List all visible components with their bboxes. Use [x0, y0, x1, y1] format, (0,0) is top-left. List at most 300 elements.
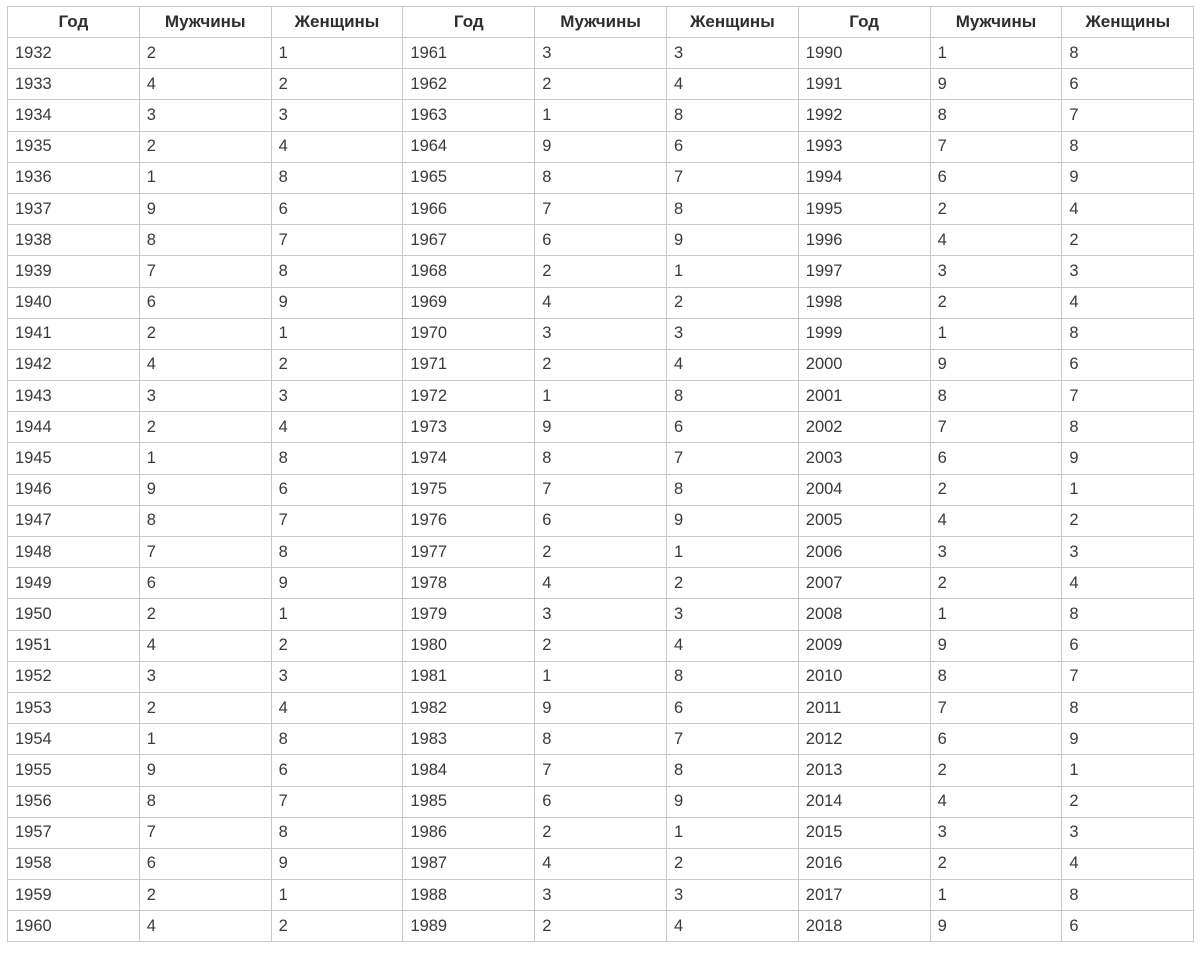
table-cell-women: 9 [271, 848, 403, 879]
table-cell-women: 8 [271, 724, 403, 755]
table-cell-men: 3 [930, 537, 1062, 568]
table-cell-men: 7 [139, 256, 271, 287]
table-cell-men: 3 [139, 661, 271, 692]
table-cell-women: 4 [1062, 287, 1194, 318]
table-cell-women: 8 [271, 817, 403, 848]
table-cell-year: 1974 [403, 443, 535, 474]
table-row [8, 162, 1194, 193]
header-row [8, 7, 1194, 38]
table-cell-men: 2 [535, 630, 667, 661]
table-cell-women: 2 [666, 568, 798, 599]
table-cell-year: 1940 [8, 287, 140, 318]
table-body [8, 38, 1194, 942]
table-cell-women: 9 [666, 225, 798, 256]
column-header-men: Мужчины [930, 7, 1062, 38]
table-cell-year: 1993 [798, 131, 930, 162]
table-cell-men: 4 [535, 568, 667, 599]
table-cell-women: 8 [271, 443, 403, 474]
table-cell-women: 3 [1062, 817, 1194, 848]
table-cell-women: 2 [1062, 505, 1194, 536]
table-cell-men: 2 [930, 755, 1062, 786]
table-cell-men: 2 [535, 69, 667, 100]
table-cell-women: 7 [666, 724, 798, 755]
table-cell-women: 3 [271, 661, 403, 692]
table-cell-women: 3 [666, 38, 798, 69]
table-cell-year: 2001 [798, 381, 930, 412]
column-header-men: Мужчины [139, 7, 271, 38]
column-header-year: Год [8, 7, 140, 38]
table-cell-women: 9 [271, 568, 403, 599]
table-cell-men: 2 [139, 880, 271, 911]
table-row [8, 131, 1194, 162]
table-cell-year: 1935 [8, 131, 140, 162]
table-cell-year: 1975 [403, 474, 535, 505]
table-cell-women: 7 [1062, 381, 1194, 412]
table-cell-women: 4 [271, 131, 403, 162]
table-cell-men: 2 [535, 256, 667, 287]
column-header-women: Женщины [271, 7, 403, 38]
table-cell-men: 9 [930, 630, 1062, 661]
table-cell-men: 3 [930, 256, 1062, 287]
table-cell-women: 4 [271, 692, 403, 723]
table-cell-men: 9 [535, 692, 667, 723]
table-cell-women: 9 [1062, 162, 1194, 193]
table-cell-women: 9 [1062, 443, 1194, 474]
table-cell-men: 3 [535, 38, 667, 69]
table-cell-year: 1955 [8, 755, 140, 786]
table-cell-women: 8 [666, 661, 798, 692]
table-cell-women: 6 [1062, 630, 1194, 661]
table-cell-year: 1957 [8, 817, 140, 848]
table-cell-year: 2004 [798, 474, 930, 505]
table-row [8, 412, 1194, 443]
table-cell-year: 1936 [8, 162, 140, 193]
table-cell-men: 1 [535, 381, 667, 412]
table-cell-women: 8 [1062, 880, 1194, 911]
table-row [8, 287, 1194, 318]
table-cell-women: 4 [666, 911, 798, 942]
table-cell-year: 1977 [403, 537, 535, 568]
table-cell-year: 1999 [798, 318, 930, 349]
table-cell-year: 2018 [798, 911, 930, 942]
table-cell-year: 2002 [798, 412, 930, 443]
table-cell-women: 7 [666, 443, 798, 474]
table-cell-women: 9 [1062, 724, 1194, 755]
table-cell-year: 1953 [8, 692, 140, 723]
column-header-year: Год [403, 7, 535, 38]
table-cell-year: 1943 [8, 381, 140, 412]
table-cell-men: 8 [930, 100, 1062, 131]
table-cell-women: 6 [666, 412, 798, 443]
table-cell-women: 1 [271, 880, 403, 911]
table-cell-men: 6 [535, 225, 667, 256]
table-cell-men: 4 [535, 287, 667, 318]
table-cell-year: 1972 [403, 381, 535, 412]
table-cell-year: 1932 [8, 38, 140, 69]
table-cell-men: 1 [930, 318, 1062, 349]
table-cell-men: 8 [930, 661, 1062, 692]
table-cell-women: 7 [271, 505, 403, 536]
table-cell-women: 1 [666, 817, 798, 848]
table-cell-year: 1985 [403, 786, 535, 817]
table-cell-men: 6 [139, 287, 271, 318]
table-cell-men: 2 [930, 193, 1062, 224]
table-cell-year: 1942 [8, 349, 140, 380]
table-cell-women: 2 [271, 349, 403, 380]
table-cell-women: 1 [271, 38, 403, 69]
table-row [8, 911, 1194, 942]
table-cell-men: 7 [535, 193, 667, 224]
table-cell-men: 2 [930, 848, 1062, 879]
table-row [8, 474, 1194, 505]
table-cell-women: 6 [271, 474, 403, 505]
table-cell-men: 1 [139, 443, 271, 474]
table-cell-men: 2 [139, 692, 271, 723]
table-cell-year: 1964 [403, 131, 535, 162]
table-cell-men: 1 [139, 162, 271, 193]
table-cell-women: 2 [666, 287, 798, 318]
table-cell-year: 1966 [403, 193, 535, 224]
table-cell-women: 8 [666, 193, 798, 224]
table-cell-men: 9 [930, 69, 1062, 100]
table-cell-year: 2010 [798, 661, 930, 692]
table-cell-year: 1991 [798, 69, 930, 100]
table-cell-men: 1 [930, 38, 1062, 69]
table-cell-year: 1944 [8, 412, 140, 443]
table-cell-men: 2 [139, 38, 271, 69]
table-cell-year: 1983 [403, 724, 535, 755]
table-cell-women: 7 [1062, 100, 1194, 131]
table-cell-women: 4 [1062, 193, 1194, 224]
table-cell-year: 1987 [403, 848, 535, 879]
table-row [8, 692, 1194, 723]
table-row [8, 225, 1194, 256]
table-cell-women: 1 [666, 256, 798, 287]
table-cell-men: 7 [930, 412, 1062, 443]
table-cell-women: 6 [1062, 349, 1194, 380]
table-cell-women: 2 [271, 630, 403, 661]
table-cell-year: 1982 [403, 692, 535, 723]
table-row [8, 848, 1194, 879]
table-cell-year: 1952 [8, 661, 140, 692]
table-cell-women: 4 [666, 69, 798, 100]
table-cell-year: 1961 [403, 38, 535, 69]
table-row [8, 880, 1194, 911]
table-cell-men: 4 [139, 349, 271, 380]
table-cell-men: 7 [139, 817, 271, 848]
table-cell-women: 6 [1062, 911, 1194, 942]
table-cell-year: 1994 [798, 162, 930, 193]
table-cell-men: 4 [139, 69, 271, 100]
table-row [8, 537, 1194, 568]
table-cell-men: 1 [535, 661, 667, 692]
table-cell-women: 3 [271, 100, 403, 131]
table-cell-year: 1971 [403, 349, 535, 380]
table-cell-women: 2 [271, 911, 403, 942]
table-cell-women: 8 [666, 100, 798, 131]
table-cell-men: 2 [139, 318, 271, 349]
table-row [8, 38, 1194, 69]
table-cell-women: 3 [271, 381, 403, 412]
table-row [8, 349, 1194, 380]
table-cell-men: 9 [930, 911, 1062, 942]
table-cell-women: 6 [1062, 69, 1194, 100]
table-cell-year: 1947 [8, 505, 140, 536]
table-cell-year: 1969 [403, 287, 535, 318]
table-cell-year: 2016 [798, 848, 930, 879]
table-cell-year: 2000 [798, 349, 930, 380]
table-cell-men: 3 [535, 880, 667, 911]
table-cell-women: 7 [666, 162, 798, 193]
table-cell-year: 1941 [8, 318, 140, 349]
table-row [8, 69, 1194, 100]
table-cell-women: 2 [666, 848, 798, 879]
table-cell-women: 8 [1062, 131, 1194, 162]
table-cell-men: 9 [535, 412, 667, 443]
table-cell-women: 8 [666, 381, 798, 412]
table-cell-year: 1945 [8, 443, 140, 474]
table-cell-year: 1979 [403, 599, 535, 630]
table-cell-women: 8 [271, 537, 403, 568]
table-row [8, 568, 1194, 599]
table-cell-year: 2003 [798, 443, 930, 474]
table-cell-women: 3 [666, 599, 798, 630]
table-cell-men: 2 [139, 131, 271, 162]
table-cell-men: 3 [535, 318, 667, 349]
table-cell-men: 4 [930, 786, 1062, 817]
table-cell-year: 1946 [8, 474, 140, 505]
column-header-women: Женщины [666, 7, 798, 38]
table-cell-women: 4 [666, 349, 798, 380]
table-cell-year: 2015 [798, 817, 930, 848]
table-cell-women: 4 [666, 630, 798, 661]
table-cell-year: 1988 [403, 880, 535, 911]
table-cell-year: 1962 [403, 69, 535, 100]
column-header-year: Год [798, 7, 930, 38]
table-cell-men: 6 [139, 568, 271, 599]
table-cell-women: 9 [666, 786, 798, 817]
table-row [8, 817, 1194, 848]
table-cell-women: 8 [666, 755, 798, 786]
table-cell-men: 2 [535, 911, 667, 942]
table-cell-men: 6 [535, 786, 667, 817]
table-cell-women: 8 [1062, 599, 1194, 630]
table-cell-women: 1 [666, 537, 798, 568]
table-cell-men: 8 [139, 786, 271, 817]
table-cell-men: 3 [139, 381, 271, 412]
table-cell-men: 7 [139, 537, 271, 568]
table-row [8, 661, 1194, 692]
table-cell-men: 4 [139, 911, 271, 942]
table-cell-year: 1954 [8, 724, 140, 755]
table-cell-year: 1960 [8, 911, 140, 942]
table-cell-women: 7 [271, 225, 403, 256]
table-cell-year: 1963 [403, 100, 535, 131]
table-cell-year: 1992 [798, 100, 930, 131]
table-cell-year: 1965 [403, 162, 535, 193]
table-cell-year: 1990 [798, 38, 930, 69]
table-cell-women: 8 [271, 162, 403, 193]
table-cell-year: 1959 [8, 880, 140, 911]
table-cell-women: 1 [271, 599, 403, 630]
table-row [8, 100, 1194, 131]
table-row [8, 630, 1194, 661]
table-cell-men: 4 [139, 630, 271, 661]
table-row [8, 755, 1194, 786]
table-cell-men: 7 [535, 474, 667, 505]
table-cell-year: 1996 [798, 225, 930, 256]
table-cell-men: 1 [535, 100, 667, 131]
table-cell-men: 7 [535, 755, 667, 786]
table-cell-year: 1967 [403, 225, 535, 256]
table-cell-year: 1970 [403, 318, 535, 349]
table-cell-men: 9 [139, 755, 271, 786]
table-cell-men: 1 [930, 599, 1062, 630]
table-cell-women: 9 [666, 505, 798, 536]
table-cell-men: 8 [139, 225, 271, 256]
table-cell-men: 2 [139, 412, 271, 443]
table-row [8, 505, 1194, 536]
table-cell-year: 1968 [403, 256, 535, 287]
table-cell-year: 1933 [8, 69, 140, 100]
table-cell-women: 4 [1062, 848, 1194, 879]
table-cell-year: 1951 [8, 630, 140, 661]
table-cell-men: 7 [930, 692, 1062, 723]
table-cell-men: 8 [535, 162, 667, 193]
table-cell-men: 2 [535, 817, 667, 848]
table-cell-year: 1980 [403, 630, 535, 661]
table-cell-year: 1998 [798, 287, 930, 318]
table-cell-men: 1 [930, 880, 1062, 911]
table-cell-year: 2013 [798, 755, 930, 786]
table-cell-women: 6 [271, 193, 403, 224]
table-cell-year: 2011 [798, 692, 930, 723]
table-cell-men: 6 [535, 505, 667, 536]
table-cell-men: 4 [535, 848, 667, 879]
table-cell-men: 2 [930, 287, 1062, 318]
table-cell-men: 3 [535, 599, 667, 630]
table-cell-men: 6 [930, 724, 1062, 755]
table-cell-men: 2 [930, 568, 1062, 599]
table-row [8, 318, 1194, 349]
table-cell-men: 9 [535, 131, 667, 162]
table-cell-year: 1948 [8, 537, 140, 568]
table-cell-year: 1995 [798, 193, 930, 224]
table-cell-year: 2017 [798, 880, 930, 911]
table-row [8, 381, 1194, 412]
table-cell-men: 8 [139, 505, 271, 536]
table-cell-men: 6 [139, 848, 271, 879]
table-cell-women: 6 [271, 755, 403, 786]
table-cell-women: 6 [666, 692, 798, 723]
table-cell-men: 3 [139, 100, 271, 131]
table-cell-women: 8 [666, 474, 798, 505]
table-cell-year: 2014 [798, 786, 930, 817]
table-row [8, 786, 1194, 817]
table-cell-year: 1950 [8, 599, 140, 630]
table-cell-year: 1981 [403, 661, 535, 692]
table-cell-year: 2012 [798, 724, 930, 755]
table-cell-year: 1976 [403, 505, 535, 536]
table-cell-women: 7 [271, 786, 403, 817]
table-cell-women: 2 [1062, 225, 1194, 256]
table-cell-women: 6 [666, 131, 798, 162]
table-cell-men: 1 [139, 724, 271, 755]
table-cell-year: 2006 [798, 537, 930, 568]
table-cell-year: 1973 [403, 412, 535, 443]
table-cell-women: 8 [271, 256, 403, 287]
table-row [8, 599, 1194, 630]
table-cell-year: 1978 [403, 568, 535, 599]
table-row [8, 256, 1194, 287]
table-cell-year: 1938 [8, 225, 140, 256]
table-cell-men: 9 [139, 193, 271, 224]
table-cell-year: 1986 [403, 817, 535, 848]
table-cell-women: 8 [1062, 692, 1194, 723]
table-cell-men: 6 [930, 162, 1062, 193]
table-cell-year: 1956 [8, 786, 140, 817]
table-row [8, 724, 1194, 755]
column-header-women: Женщины [1062, 7, 1194, 38]
table-cell-women: 3 [1062, 537, 1194, 568]
table-cell-men: 3 [930, 817, 1062, 848]
table-cell-men: 2 [535, 537, 667, 568]
table-cell-women: 8 [1062, 412, 1194, 443]
table-cell-women: 1 [271, 318, 403, 349]
table-cell-men: 8 [535, 724, 667, 755]
table-cell-men: 2 [930, 474, 1062, 505]
table-cell-year: 1937 [8, 193, 140, 224]
table-cell-year: 2007 [798, 568, 930, 599]
table-cell-men: 7 [930, 131, 1062, 162]
table-cell-women: 3 [666, 318, 798, 349]
table-cell-men: 2 [535, 349, 667, 380]
table-cell-women: 4 [1062, 568, 1194, 599]
table-cell-women: 8 [1062, 318, 1194, 349]
table-cell-women: 3 [1062, 256, 1194, 287]
table-cell-women: 2 [271, 69, 403, 100]
table-cell-year: 2008 [798, 599, 930, 630]
table-cell-men: 8 [535, 443, 667, 474]
table-cell-year: 1934 [8, 100, 140, 131]
table-cell-women: 9 [271, 287, 403, 318]
table-cell-year: 2009 [798, 630, 930, 661]
table-cell-women: 1 [1062, 755, 1194, 786]
table-cell-women: 4 [271, 412, 403, 443]
table-header [8, 7, 1194, 38]
table-cell-men: 4 [930, 225, 1062, 256]
table-cell-men: 6 [930, 443, 1062, 474]
table-cell-men: 9 [139, 474, 271, 505]
table-cell-year: 1949 [8, 568, 140, 599]
table-cell-women: 1 [1062, 474, 1194, 505]
table-cell-year: 1958 [8, 848, 140, 879]
table-cell-year: 1989 [403, 911, 535, 942]
table-cell-men: 4 [930, 505, 1062, 536]
table-cell-year: 2005 [798, 505, 930, 536]
table-cell-men: 9 [930, 349, 1062, 380]
table-cell-year: 1939 [8, 256, 140, 287]
table-cell-women: 3 [666, 880, 798, 911]
table-cell-year: 1984 [403, 755, 535, 786]
table-cell-year: 1997 [798, 256, 930, 287]
table-cell-women: 2 [1062, 786, 1194, 817]
table-cell-women: 7 [1062, 661, 1194, 692]
data-table [7, 6, 1194, 942]
table-cell-men: 8 [930, 381, 1062, 412]
table-row [8, 443, 1194, 474]
table-cell-men: 2 [139, 599, 271, 630]
